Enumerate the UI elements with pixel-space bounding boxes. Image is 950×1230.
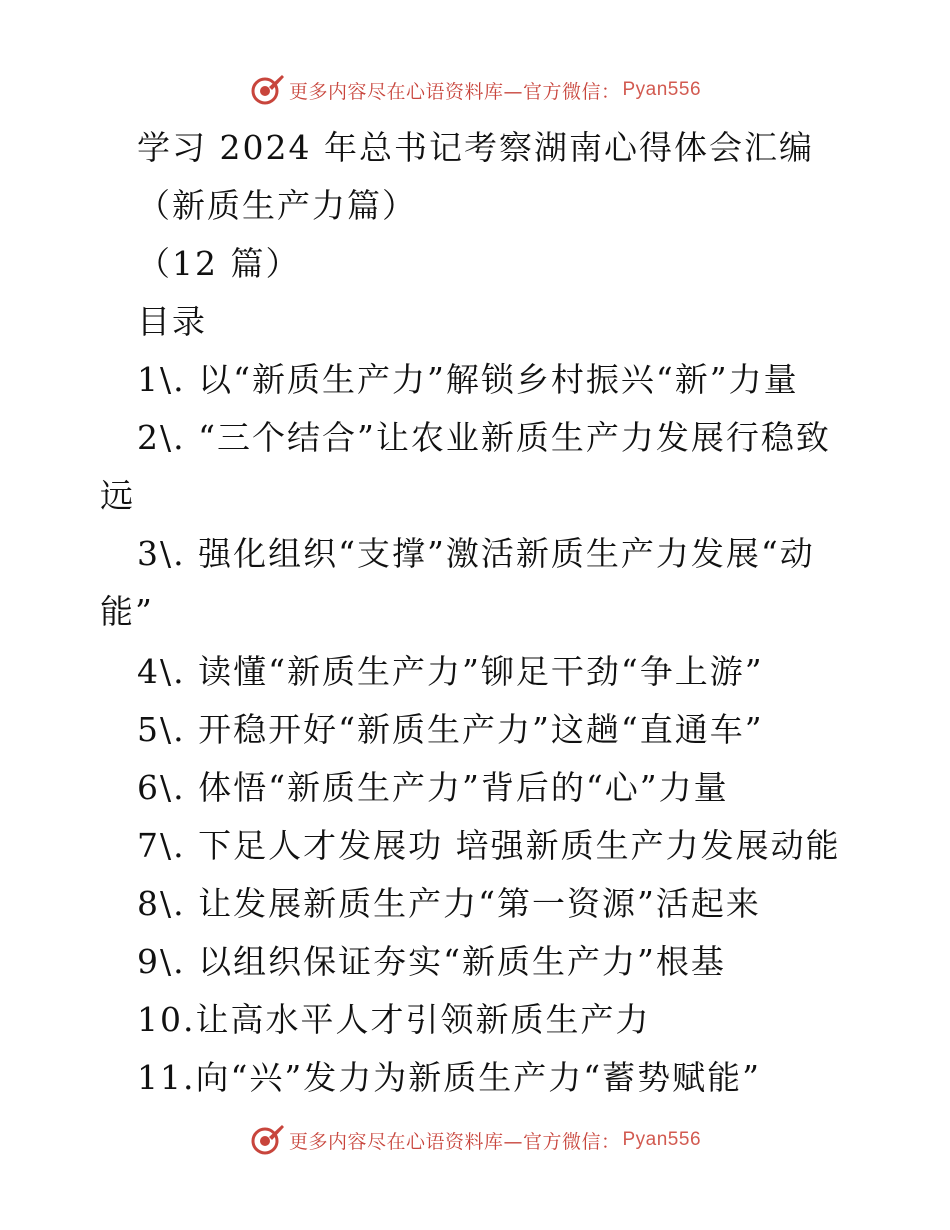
header-watermark xyxy=(0,70,950,110)
toc-item-7: 7\. 下足人才发展功 培强新质生产力发展动能 xyxy=(137,826,841,865)
toc-item-5: 5\. 开稳开好“新质生产力”这趟“直通车” xyxy=(137,710,764,749)
toc-item-11: 11.向“兴”发力为新质生产力“蓄势赋能” xyxy=(137,1058,761,1097)
toc-item-6: 6\. 体悟“新质生产力”背后的“心”力量 xyxy=(137,768,729,807)
watermark-text: 更多内容尽在心语资料库—官方微信： xyxy=(288,1130,621,1153)
toc-item-2-continued: 远 xyxy=(100,476,135,515)
watermark-text: 更多内容尽在心语资料库—官方微信： xyxy=(288,80,621,103)
document-title: 学习 2024 年总书记考察湖南心得体会汇编 xyxy=(137,128,814,167)
toc-item-10: 10.让高水平人才引领新质生产力 xyxy=(137,1000,651,1039)
toc-item-1: 1\. 以“新质生产力”解锁乡村振兴“新”力量 xyxy=(137,360,799,399)
toc-item-3-continued: 能” xyxy=(100,592,154,631)
toc-heading: 目录 xyxy=(137,302,207,341)
document-subtitle: （新质生产力篇） xyxy=(137,186,417,225)
toc-item-2: 2\. “三个结合”让农业新质生产力发展行稳致 xyxy=(137,418,831,457)
wechat-id: Pyan556 xyxy=(622,79,702,100)
toc-item-3: 3\. 强化组织“支撑”激活新质生产力发展“动 xyxy=(137,534,815,573)
pen-logo-icon xyxy=(249,72,285,108)
toc-item-9: 9\. 以组织保证夯实“新质生产力”根基 xyxy=(137,942,726,981)
toc-item-4: 4\. 读懂“新质生产力”铆足干劲“争上游” xyxy=(137,652,764,691)
document-count: （12 篇） xyxy=(137,244,301,283)
wechat-id: Pyan556 xyxy=(622,1129,702,1150)
pen-logo-icon xyxy=(249,1122,285,1158)
toc-item-8: 8\. 让发展新质生产力“第一资源”活起来 xyxy=(137,884,761,923)
footer-watermark xyxy=(0,1120,950,1160)
